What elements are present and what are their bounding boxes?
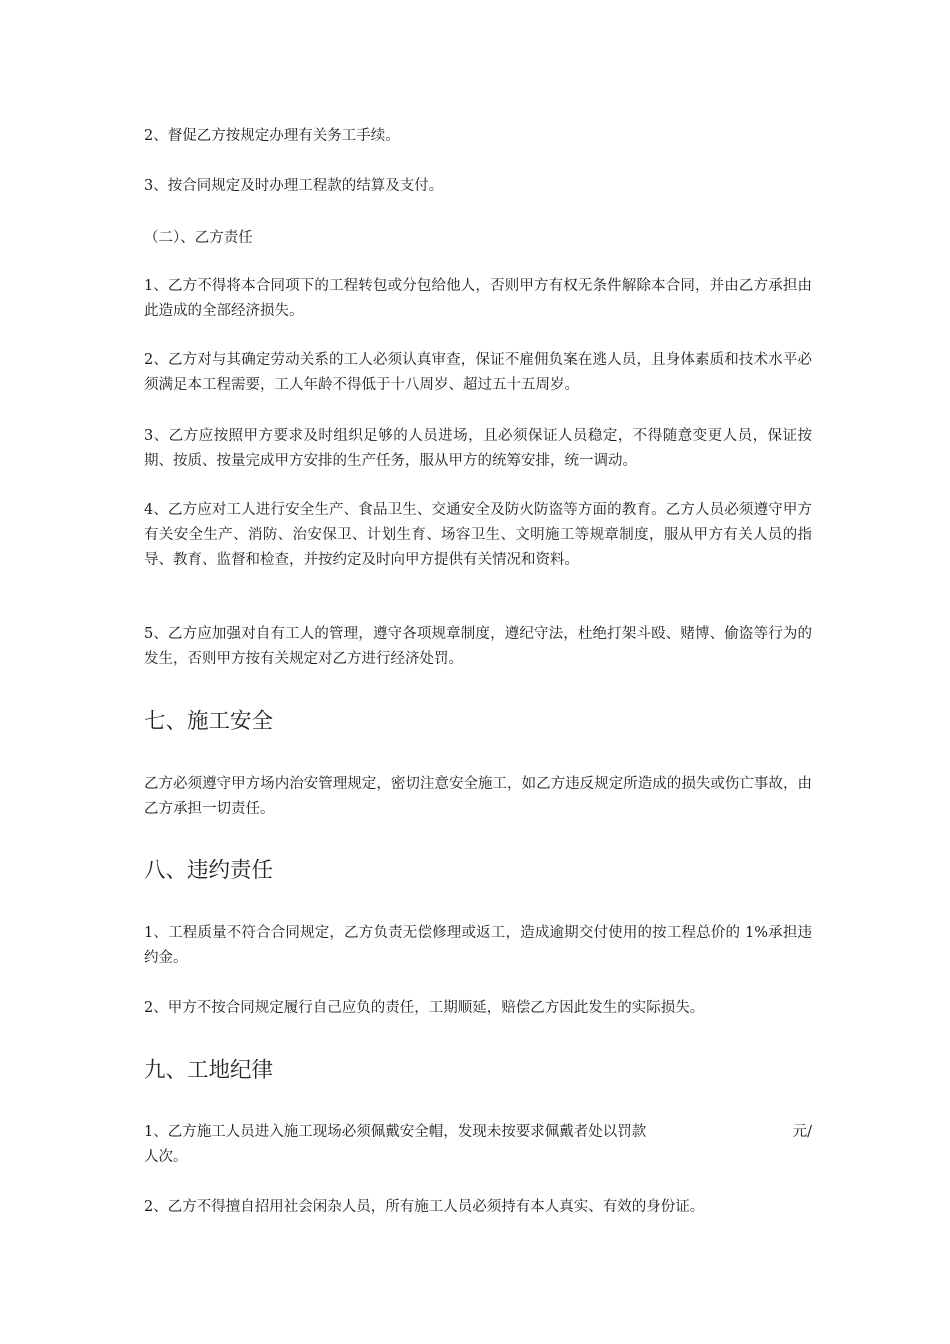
fine-unit-continued: 人次。 <box>144 1149 188 1165</box>
paragraph-party-b-3: 3、乙方应按照甲方要求及时组织足够的人员进场，且必须保证人员稳定，不得随意变更人员，保证按期、按质、按量完成甲方安排的生产任务，服从甲方的统筹安排，统一调动。 <box>144 428 812 469</box>
fine-unit: 元/ <box>792 1124 812 1140</box>
paragraph-liability-1: 1、工程质量不符合合同规定，乙方负责无偿修理或返工，造成逾期交付使用的按工程总价的 1%承担违约金。 <box>144 925 812 966</box>
paragraph-discipline-1 <box>144 1120 812 1170</box>
paragraph-party-b-5: 5、乙方应加强对自有工人的管理，遵守各项规章制度，遵纪守法，杜绝打架斗殴、赌博、偷盗等行为的发生，否则甲方按有关规定对乙方进行经济处罚。 <box>144 626 812 667</box>
paragraph-duty-2: 2、督促乙方按规定办理有关务工手续。 <box>144 128 400 144</box>
paragraph-party-b-2: 2、乙方对与其确定劳动关系的工人必须认真审查，保证不雇佣负案在逃人员，且身体素质和技术水平必须满足本工程需要，工人年龄不得低于十八周岁、超过五十五周岁。 <box>144 352 812 393</box>
paragraph-party-b-1: 1、乙方不得将本合同项下的工程转包或分包给他人，否则甲方有权无条件解除本合同，并由乙方承担由此造成的全部经济损失。 <box>144 278 812 319</box>
paragraph-discipline-2: 2、乙方不得擅自招用社会闲杂人员，所有施工人员必须持有本人真实、有效的身份证。 <box>144 1199 705 1215</box>
section-heading-liability: 八、违约责任 <box>144 858 274 883</box>
section-heading-safety: 七、施工安全 <box>144 709 274 734</box>
paragraph-safety: 乙方必须遵守甲方场内治安管理规定，密切注意安全施工，如乙方违反规定所造成的损失或伤亡事故，由乙方承担一切责任。 <box>144 776 812 817</box>
section-heading-discipline: 九、工地纪律 <box>144 1058 274 1083</box>
paragraph-duty-3: 3、按合同规定及时办理工程款的结算及支付。 <box>144 178 444 194</box>
paragraph-liability-2: 2、甲方不按合同规定履行自己应负的责任，工期顺延，赔偿乙方因此发生的实际损失。 <box>144 1000 705 1016</box>
subsection-title-party-b: （二）、乙方责任 <box>144 230 253 246</box>
paragraph-party-b-4: 4、乙方应对工人进行安全生产、食品卫生、交通安全及防火防盗等方面的教育。乙方人员必须遵守甲方有关安全生产、消防、治安保卫、计划生育、场容卫生、文明施工等规章制度，服从甲方有关人员的指导、教育、监督和检查，并按约定及时向甲方提供有关情况和资料。 <box>144 502 812 568</box>
fine-text: 1、乙方施工人员进入施工现场必须佩戴安全帽，发现未按要求佩戴者处以罚款 <box>144 1124 647 1140</box>
fine-line <box>144 1120 812 1145</box>
